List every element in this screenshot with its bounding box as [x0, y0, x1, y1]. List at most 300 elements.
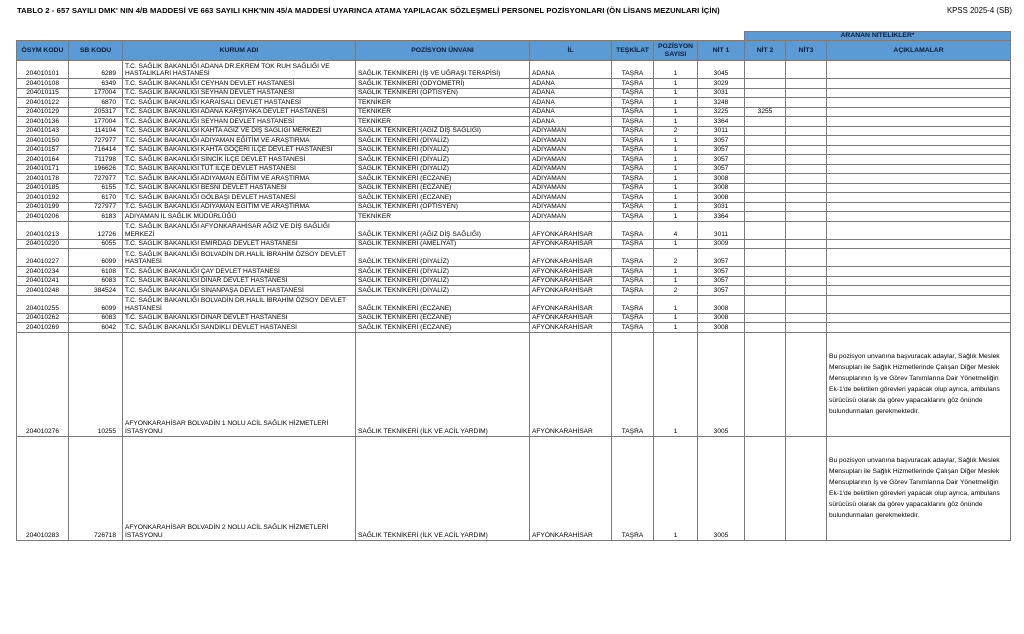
cell-institution: T.C. SAĞLIK BAKANLIĞI KAHTA AĞIZ VE DİŞ SAĞLIĞI MERKEZİ — [123, 126, 356, 136]
cell-nit1: 3008 — [698, 323, 745, 333]
cell-position-count: 1 — [654, 98, 698, 108]
cell-sb-code: 6170 — [69, 193, 123, 203]
cell-nit3 — [786, 193, 827, 203]
cell-institution: T.C. SAĞLIK BAKANLIĞI SEYHAN DEVLET HASTANESİ — [123, 88, 356, 98]
cell-position-title: SAĞLIK TEKNİKERİ (DİYALİZ) — [356, 145, 530, 155]
cell-nit1: 3057 — [698, 267, 745, 277]
cell-institution: T.C. SAĞLIK BAKANLIĞI EMİRDAĞ DEVLET HASTANESİ — [123, 239, 356, 249]
cell-province: ADIYAMAN — [530, 126, 612, 136]
cell-organization: TAŞRA — [612, 276, 654, 286]
cell-sb-code: 10255 — [69, 332, 123, 436]
table-row — [17, 193, 1011, 203]
cell-notes — [827, 239, 1011, 249]
table-title: TABLO 2 - 657 SAYILI DMK' NIN 4/B MADDESİ VE 663 SAYILI KHK'NIN 45/A MADDESİ UYARINCA ATAMA YAPILACAK SÖZLEŞMELİ PERSONEL POZİSYONLARI (ÖN LİSANS MEZUNLARI İÇİN) — [17, 6, 720, 15]
cell-province: ADANA — [530, 107, 612, 117]
cell-sb-code: 6349 — [69, 79, 123, 89]
cell-notes — [827, 286, 1011, 296]
cell-province: ADIYAMAN — [530, 145, 612, 155]
cell-sb-code: 716414 — [69, 145, 123, 155]
cell-nit2 — [745, 174, 786, 184]
cell-province: AFYONKARAHİSAR — [530, 436, 612, 540]
table-row — [17, 126, 1011, 136]
cell-province: ADIYAMAN — [530, 164, 612, 174]
table-row — [17, 436, 1011, 540]
cell-sb-code: 6155 — [69, 183, 123, 193]
cell-osym-code: 204010143 — [17, 126, 69, 136]
cell-osym-code: 204010171 — [17, 164, 69, 174]
table-row — [17, 295, 1011, 313]
table-row — [17, 313, 1011, 323]
cell-nit2 — [745, 98, 786, 108]
cell-nit3 — [786, 295, 827, 313]
cell-position-title: SAĞLIK TEKNİKERİ (ECZANE) — [356, 183, 530, 193]
cell-position-count: 1 — [654, 145, 698, 155]
cell-institution: T.C. SAĞLIK BAKANLIĞI ADANA KARŞIYAKA DEVLET HASTANESİ — [123, 107, 356, 117]
cell-organization: TAŞRA — [612, 249, 654, 267]
header-group-row — [17, 32, 1011, 41]
cell-position-count: 1 — [654, 267, 698, 277]
cell-sb-code: 711798 — [69, 155, 123, 165]
cell-position-title: SAĞLIK TEKNİKERİ (DİYALİZ) — [356, 155, 530, 165]
cell-osym-code: 204010157 — [17, 145, 69, 155]
cell-nit3 — [786, 155, 827, 165]
cell-osym-code: 204010164 — [17, 155, 69, 165]
cell-nit1: 3008 — [698, 183, 745, 193]
cell-position-count: 1 — [654, 79, 698, 89]
col-nit3: NİT3 — [786, 41, 827, 61]
col-nit2: NİT 2 — [745, 41, 786, 61]
table-row — [17, 212, 1011, 222]
cell-province: AFYONKARAHİSAR — [530, 221, 612, 239]
cell-osym-code: 204010199 — [17, 202, 69, 212]
cell-notes — [827, 107, 1011, 117]
col-institution: KURUM ADI — [123, 41, 356, 61]
cell-position-count: 1 — [654, 239, 698, 249]
cell-position-title: SAĞLIK TEKNİKERİ (ECZANE) — [356, 323, 530, 333]
cell-organization: TAŞRA — [612, 436, 654, 540]
cell-position-title: TEKNİKER — [356, 98, 530, 108]
cell-position-title: SAĞLIK TEKNİKERİ (İLK VE ACİL YARDIM) — [356, 436, 530, 540]
cell-position-count: 1 — [654, 174, 698, 184]
cell-nit1: 3057 — [698, 286, 745, 296]
cell-province: AFYONKARAHİSAR — [530, 295, 612, 313]
cell-sb-code: 6108 — [69, 267, 123, 277]
cell-nit1: 3031 — [698, 88, 745, 98]
cell-position-title: SAĞLIK TEKNİKERİ (AĞIZ DİŞ SAĞLIĞI) — [356, 126, 530, 136]
cell-province: AFYONKARAHİSAR — [530, 267, 612, 277]
cell-nit1: 3225 — [698, 107, 745, 117]
cell-organization: TAŞRA — [612, 98, 654, 108]
cell-sb-code: 177004 — [69, 117, 123, 127]
table-row — [17, 174, 1011, 184]
cell-position-title: SAĞLIK TEKNİKERİ (DİYALİZ) — [356, 276, 530, 286]
cell-institution: T.C. SAĞLIK BAKANLIĞI SİNCİK İLÇE DEVLET HASTANESİ — [123, 155, 356, 165]
table-row — [17, 267, 1011, 277]
cell-position-title: SAĞLIK TEKNİKERİ (ECZANE) — [356, 313, 530, 323]
cell-nit3 — [786, 286, 827, 296]
cell-notes — [827, 267, 1011, 277]
cell-position-count: 1 — [654, 295, 698, 313]
cell-sb-code: 384524 — [69, 286, 123, 296]
cell-nit1: 3057 — [698, 145, 745, 155]
cell-osym-code: 204010129 — [17, 107, 69, 117]
cell-nit1: 3031 — [698, 202, 745, 212]
cell-nit2 — [745, 249, 786, 267]
cell-province: ADIYAMAN — [530, 155, 612, 165]
cell-organization: TAŞRA — [612, 79, 654, 89]
table-row — [17, 239, 1011, 249]
cell-osym-code: 204010206 — [17, 212, 69, 222]
cell-notes — [827, 174, 1011, 184]
cell-sb-code: 6099 — [69, 295, 123, 313]
cell-position-title: SAĞLIK TEKNİKERİ (DİYALİZ) — [356, 164, 530, 174]
cell-nit3 — [786, 117, 827, 127]
cell-position-count: 1 — [654, 88, 698, 98]
cell-position-title: SAĞLIK TEKNİKERİ (DİYALİZ) — [356, 136, 530, 146]
cell-position-title: SAĞLIK TEKNİKERİ (ECZANE) — [356, 174, 530, 184]
cell-organization: TAŞRA — [612, 145, 654, 155]
cell-position-count: 1 — [654, 117, 698, 127]
cell-institution: T.C. SAĞLIK BAKANLIĞI ADIYAMAN EĞİTİM VE ARAŞTIRMA — [123, 136, 356, 146]
cell-nit2 — [745, 276, 786, 286]
cell-institution: T.C. SAĞLIK BAKANLIĞI ADANA DR.EKREM TOK RUH SAĞLIĞI VE HASTALIKLARI HASTANESİ — [123, 61, 356, 79]
cell-sb-code: 6870 — [69, 98, 123, 108]
cell-sb-code: 6055 — [69, 239, 123, 249]
cell-institution: T.C. SAĞLIK BAKANLIĞI TUT İLÇE DEVLET HASTANESİ — [123, 164, 356, 174]
cell-organization: TAŞRA — [612, 183, 654, 193]
cell-nit2 — [745, 183, 786, 193]
col-osym-code: ÖSYM KODU — [17, 41, 69, 61]
table-row — [17, 286, 1011, 296]
cell-nit1: 3005 — [698, 332, 745, 436]
cell-sb-code: 205317 — [69, 107, 123, 117]
cell-osym-code: 204010227 — [17, 249, 69, 267]
cell-nit1: 3008 — [698, 295, 745, 313]
table-row — [17, 79, 1011, 89]
cell-nit2 — [745, 332, 786, 436]
cell-osym-code: 204010178 — [17, 174, 69, 184]
cell-province: AFYONKARAHİSAR — [530, 249, 612, 267]
cell-notes — [827, 249, 1011, 267]
table-row — [17, 88, 1011, 98]
cell-nit2 — [745, 239, 786, 249]
cell-position-title: SAĞLIK TEKNİKERİ (AMELİYAT) — [356, 239, 530, 249]
cell-province: ADANA — [530, 98, 612, 108]
table-row — [17, 249, 1011, 267]
cell-province: ADANA — [530, 61, 612, 79]
cell-nit1: 3005 — [698, 436, 745, 540]
cell-province: ADIYAMAN — [530, 174, 612, 184]
cell-nit1: 3008 — [698, 313, 745, 323]
cell-organization: TAŞRA — [612, 126, 654, 136]
cell-sb-code: 6083 — [69, 276, 123, 286]
table-row — [17, 136, 1011, 146]
cell-sb-code: 6042 — [69, 323, 123, 333]
cell-nit3 — [786, 212, 827, 222]
cell-province: AFYONKARAHİSAR — [530, 313, 612, 323]
cell-sb-code: 177004 — [69, 88, 123, 98]
cell-organization: TAŞRA — [612, 202, 654, 212]
table-row — [17, 183, 1011, 193]
cell-institution: T.C. SAĞLIK BAKANLIĞI KAHTA GÖÇERİ İLÇE DEVLET HASTANESİ — [123, 145, 356, 155]
cell-organization: TAŞRA — [612, 88, 654, 98]
cell-sb-code: 6289 — [69, 61, 123, 79]
cell-position-title: TEKNİKER — [356, 117, 530, 127]
cell-nit3 — [786, 239, 827, 249]
cell-province: ADIYAMAN — [530, 136, 612, 146]
cell-province: ADANA — [530, 79, 612, 89]
cell-position-count: 1 — [654, 155, 698, 165]
cell-organization: TAŞRA — [612, 164, 654, 174]
cell-notes: Bu pozisyon unvanına başvuracak adaylar, Sağlık Meslek Mensupları ile Sağlık Hizmetlerinde Çalışan Diğer Meslek Mensuplarının İş ve Görev Tanımlarına Dair Yönetmeliğin Ek-1'de belirtilen görevleri yapacak olup ayrıca, ambulans sürücüsü olarak da görev yapacaklarını göz önünde bulundurmaları gerekmektedir. — [827, 436, 1011, 540]
cell-notes — [827, 221, 1011, 239]
cell-province: AFYONKARAHİSAR — [530, 276, 612, 286]
cell-position-count: 1 — [654, 276, 698, 286]
cell-nit2 — [745, 221, 786, 239]
cell-province: ADIYAMAN — [530, 212, 612, 222]
cell-nit3 — [786, 183, 827, 193]
cell-institution: T.C. SAĞLIK BAKANLIĞI ADIYAMAN EĞİTİM VE ARAŞTIRMA — [123, 174, 356, 184]
cell-osym-code: 204010136 — [17, 117, 69, 127]
cell-osym-code: 204010276 — [17, 332, 69, 436]
cell-nit1: 3008 — [698, 174, 745, 184]
cell-organization: TAŞRA — [612, 267, 654, 277]
cell-institution: T.C. SAĞLIK BAKANLIĞI ADIYAMAN EĞİTİM VE ARAŞTIRMA — [123, 202, 356, 212]
cell-osym-code: 204010213 — [17, 221, 69, 239]
cell-osym-code: 204010234 — [17, 267, 69, 277]
cell-nit3 — [786, 174, 827, 184]
cell-nit1: 3011 — [698, 221, 745, 239]
cell-position-title: SAĞLIK TEKNİKERİ (DİYALİZ) — [356, 249, 530, 267]
cell-sb-code: 6099 — [69, 249, 123, 267]
cell-nit2 — [745, 136, 786, 146]
cell-notes — [827, 79, 1011, 89]
cell-notes — [827, 136, 1011, 146]
cell-province: AFYONKARAHİSAR — [530, 286, 612, 296]
cell-position-title: SAĞLIK TEKNİKERİ (OPTİSYEN) — [356, 88, 530, 98]
required-qualifications-header: ARANAN NİTELİKLER* — [745, 32, 1011, 41]
cell-nit1: 3057 — [698, 164, 745, 174]
cell-sb-code: 727977 — [69, 136, 123, 146]
cell-osym-code: 204010220 — [17, 239, 69, 249]
cell-sb-code: 196626 — [69, 164, 123, 174]
cell-organization: TAŞRA — [612, 313, 654, 323]
table-row — [17, 202, 1011, 212]
cell-nit3 — [786, 332, 827, 436]
cell-osym-code: 204010262 — [17, 313, 69, 323]
cell-organization: TAŞRA — [612, 61, 654, 79]
cell-position-count: 1 — [654, 183, 698, 193]
positions-table — [16, 31, 1011, 541]
cell-organization: TAŞRA — [612, 117, 654, 127]
cell-sb-code: 6083 — [69, 313, 123, 323]
cell-nit3 — [786, 88, 827, 98]
cell-position-count: 2 — [654, 286, 698, 296]
cell-sb-code: 727977 — [69, 174, 123, 184]
cell-position-count: 1 — [654, 164, 698, 174]
col-province: İL — [530, 41, 612, 61]
col-sb-code: SB KODU — [69, 41, 123, 61]
cell-nit2 — [745, 155, 786, 165]
cell-institution: ADIYAMAN İL SAĞLIK MÜDÜRLÜĞÜ — [123, 212, 356, 222]
cell-nit2 — [745, 202, 786, 212]
table-row — [17, 221, 1011, 239]
cell-osym-code: 204010269 — [17, 323, 69, 333]
table-body — [17, 61, 1011, 541]
cell-province: ADANA — [530, 88, 612, 98]
header-row — [17, 41, 1011, 61]
cell-osym-code: 204010255 — [17, 295, 69, 313]
cell-position-count: 1 — [654, 212, 698, 222]
cell-nit3 — [786, 107, 827, 117]
cell-notes — [827, 98, 1011, 108]
cell-notes — [827, 88, 1011, 98]
cell-position-title: SAĞLIK TEKNİKERİ (OPTİSYEN) — [356, 202, 530, 212]
cell-osym-code: 204010248 — [17, 286, 69, 296]
cell-nit2 — [745, 88, 786, 98]
cell-position-count: 2 — [654, 249, 698, 267]
cell-province: AFYONKARAHİSAR — [530, 332, 612, 436]
cell-osym-code: 204010115 — [17, 88, 69, 98]
cell-nit3 — [786, 98, 827, 108]
cell-organization: TAŞRA — [612, 295, 654, 313]
cell-nit3 — [786, 276, 827, 286]
cell-nit3 — [786, 126, 827, 136]
cell-notes — [827, 126, 1011, 136]
cell-nit3 — [786, 249, 827, 267]
cell-nit1: 3364 — [698, 117, 745, 127]
table-row — [17, 164, 1011, 174]
cell-osym-code: 204010241 — [17, 276, 69, 286]
cell-osym-code: 204010101 — [17, 61, 69, 79]
cell-sb-code: 114104 — [69, 126, 123, 136]
cell-position-count: 4 — [654, 221, 698, 239]
cell-organization: TAŞRA — [612, 239, 654, 249]
cell-organization: TAŞRA — [612, 221, 654, 239]
cell-nit3 — [786, 436, 827, 540]
cell-nit1: 3008 — [698, 193, 745, 203]
cell-institution: T.C. SAĞLIK BAKANLIĞI CEYHAN DEVLET HASTANESİ — [123, 79, 356, 89]
cell-organization: TAŞRA — [612, 323, 654, 333]
cell-position-title: TEKNİKER — [356, 107, 530, 117]
table-row — [17, 155, 1011, 165]
cell-position-count: 1 — [654, 107, 698, 117]
cell-nit1: 3057 — [698, 155, 745, 165]
cell-position-count: 1 — [654, 193, 698, 203]
cell-position-title: SAĞLIK TEKNİKERİ (İŞ VE UĞRAŞI TERAPİSİ) — [356, 61, 530, 79]
cell-organization: TAŞRA — [612, 212, 654, 222]
cell-nit3 — [786, 79, 827, 89]
cell-institution: T.C. SAĞLIK BAKANLIĞI SEYHAN DEVLET HASTANESİ — [123, 117, 356, 127]
cell-nit3 — [786, 61, 827, 79]
cell-position-title: SAĞLIK TEKNİKERİ (İLK VE ACİL YARDIM) — [356, 332, 530, 436]
col-organization: TEŞKİLAT — [612, 41, 654, 61]
cell-position-count: 1 — [654, 136, 698, 146]
cell-notes — [827, 155, 1011, 165]
cell-institution: T.C. SAĞLIK BAKANLIĞI BOLVADİN DR.HALİL İBRAHİM ÖZSOY DEVLET HASTANESİ — [123, 249, 356, 267]
cell-notes — [827, 117, 1011, 127]
cell-notes — [827, 295, 1011, 313]
cell-province: AFYONKARAHİSAR — [530, 323, 612, 333]
cell-province: ADIYAMAN — [530, 183, 612, 193]
cell-sb-code: 726718 — [69, 436, 123, 540]
cell-nit2 — [745, 145, 786, 155]
cell-nit1: 3029 — [698, 79, 745, 89]
cell-nit1: 3009 — [698, 239, 745, 249]
table-row — [17, 332, 1011, 436]
cell-notes — [827, 193, 1011, 203]
col-position-count: POZİSYON SAYISI — [654, 41, 698, 61]
cell-province: ADIYAMAN — [530, 202, 612, 212]
cell-nit3 — [786, 136, 827, 146]
cell-province: AFYONKARAHİSAR — [530, 239, 612, 249]
cell-nit2 — [745, 295, 786, 313]
cell-notes — [827, 164, 1011, 174]
cell-institution: T.C. SAĞLIK BAKANLIĞI BESNİ DEVLET HASTANESİ — [123, 183, 356, 193]
cell-nit3 — [786, 323, 827, 333]
cell-osym-code: 204010185 — [17, 183, 69, 193]
cell-osym-code: 204010192 — [17, 193, 69, 203]
cell-nit3 — [786, 164, 827, 174]
cell-nit3 — [786, 221, 827, 239]
cell-institution: T.C. SAĞLIK BAKANLIĞI KARAİSALI DEVLET HASTANESİ — [123, 98, 356, 108]
cell-nit2 — [745, 193, 786, 203]
cell-position-count: 1 — [654, 202, 698, 212]
cell-position-title: SAĞLIK TEKNİKERİ (ECZANE) — [356, 295, 530, 313]
col-notes: AÇIKLAMALAR — [827, 41, 1011, 61]
cell-notes — [827, 183, 1011, 193]
cell-notes — [827, 276, 1011, 286]
cell-nit2 — [745, 313, 786, 323]
cell-position-count: 2 — [654, 126, 698, 136]
cell-position-count: 1 — [654, 61, 698, 79]
cell-institution: T.C. SAĞLIK BAKANLIĞI GÖLBAŞI DEVLET HASTANESİ — [123, 193, 356, 203]
cell-organization: TAŞRA — [612, 332, 654, 436]
cell-province: ADANA — [530, 117, 612, 127]
cell-position-count: 1 — [654, 332, 698, 436]
cell-notes — [827, 145, 1011, 155]
cell-province: ADIYAMAN — [530, 193, 612, 203]
cell-sb-code: 727977 — [69, 202, 123, 212]
table-row — [17, 145, 1011, 155]
cell-nit2 — [745, 164, 786, 174]
col-nit1: NİT 1 — [698, 41, 745, 61]
cell-position-count: 1 — [654, 436, 698, 540]
cell-notes — [827, 323, 1011, 333]
table-row — [17, 117, 1011, 127]
col-position-title: POZİSYON ÜNVANI — [356, 41, 530, 61]
cell-institution: T.C. SAĞLIK BAKANLIĞI BOLVADİN DR.HALİL İBRAHİM ÖZSOY DEVLET HASTANESİ — [123, 295, 356, 313]
cell-sb-code: 12726 — [69, 221, 123, 239]
cell-organization: TAŞRA — [612, 155, 654, 165]
cell-nit2 — [745, 323, 786, 333]
cell-organization: TAŞRA — [612, 107, 654, 117]
cell-position-title: SAĞLIK TEKNİKERİ (DİYALİZ) — [356, 267, 530, 277]
cell-institution: AFYONKARAHİSAR BOLVADİN 2 NOLU ACİL SAĞLIK HİZMETLERİ İSTASYONU — [123, 436, 356, 540]
table-row — [17, 61, 1011, 79]
cell-nit2 — [745, 61, 786, 79]
cell-osym-code: 204010283 — [17, 436, 69, 540]
cell-nit3 — [786, 202, 827, 212]
cell-notes — [827, 202, 1011, 212]
cell-position-title: SAĞLIK TEKNİKERİ (DİYALİZ) — [356, 286, 530, 296]
cell-organization: TAŞRA — [612, 286, 654, 296]
cell-osym-code: 204010108 — [17, 79, 69, 89]
cell-institution: T.C. SAĞLIK BAKANLIĞI AFYONKARAHİSAR AĞIZ VE DİŞ SAĞLIĞI MERKEZİ — [123, 221, 356, 239]
cell-organization: TAŞRA — [612, 136, 654, 146]
cell-osym-code: 204010150 — [17, 136, 69, 146]
table-row — [17, 98, 1011, 108]
